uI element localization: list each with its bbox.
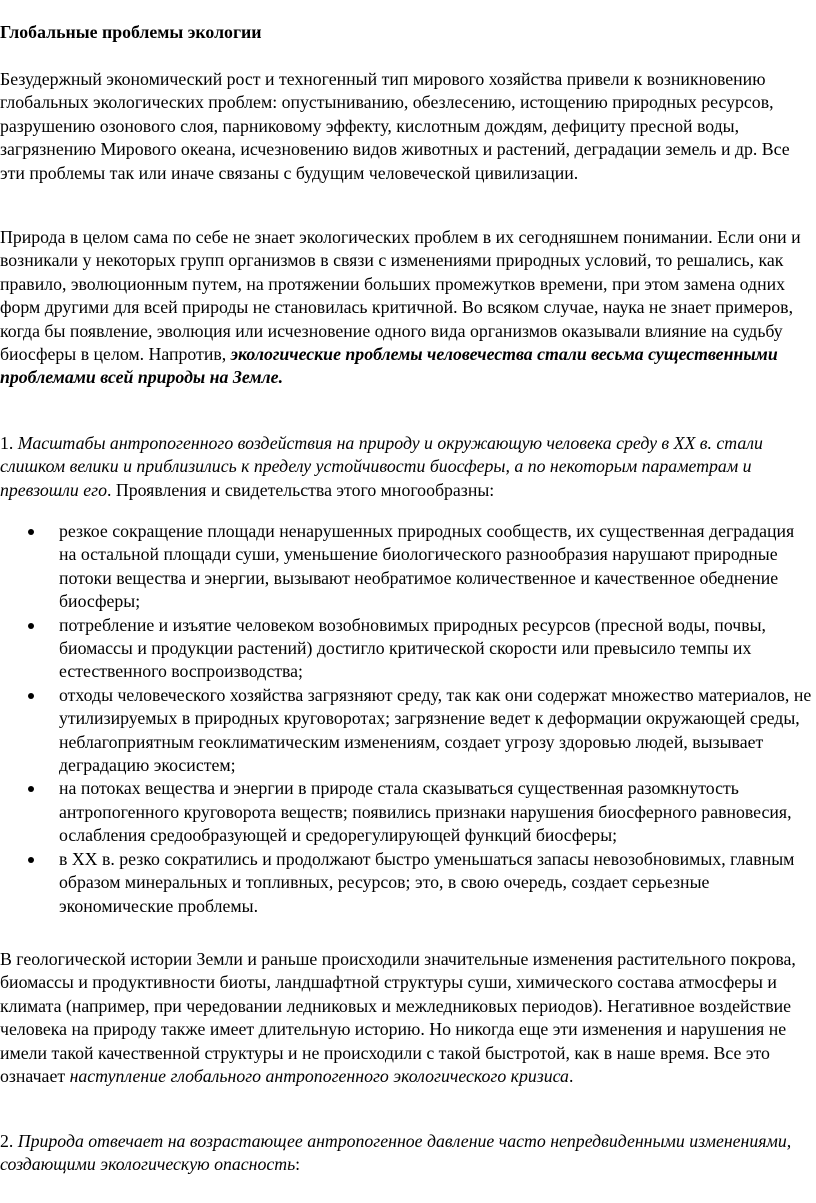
paragraph-geology-text: В геологической истории Земли и раньше происходили значительные изменения растительного покрова, биомассы и продуктивности биоты, ландшафтной структуры суши, химического состава атмосферы и климата (например, при чередовании ледниковых и межледниковых периодов). Негативное воздействие человека на природу также имеет длительную историю. Но никогда еще эти изменения и нарушения не имели такой качественной структуры и не происходили с такой быстротой, как в наше время. Все это означает xyxy=(0,949,796,1087)
list-item xyxy=(0,520,816,614)
list-item-text: на потоках вещества и энергии в природе стала сказываться существенная разомкнутость антропогенного круговорота веществ; появились признаки нарушения биосферного равновесия, ослабления средообразующей и средорегулирующей функций биосферы; xyxy=(59,778,792,846)
point-2-italic: Природа отвечает на возрастающее антропогенное давление часто непредвиденными изменениями, создающими экологическую опасность xyxy=(0,1131,792,1175)
paragraph-nature-emphasis: экологические проблемы человечества стали весьма существенными проблемами всей природы на Земле. xyxy=(0,344,778,388)
point-1-rest: . Проявления и свидетельства этого многообразны: xyxy=(106,479,495,500)
paragraph-point-2 xyxy=(0,1130,816,1177)
paragraph-geology xyxy=(0,948,816,1088)
list-item xyxy=(0,684,816,778)
list-item xyxy=(0,614,816,684)
list-item xyxy=(0,848,816,918)
paragraph-nature xyxy=(0,226,816,390)
point-2-end: : xyxy=(295,1154,301,1175)
bullet-icon xyxy=(28,693,34,699)
paragraph-intro xyxy=(0,68,816,185)
document-title: Глобальные проблемы экологии xyxy=(0,22,262,42)
bullet-icon xyxy=(28,623,34,629)
bullet-icon xyxy=(28,786,34,792)
list-item-text: резкое сокращение площади ненарушенных природных сообществ, их существенная деградация на остальной площади суши, уменьшение биологического разнообразия нарушают природные потоки вещества и энергии, вызывают необратимое количественное и качественное обеднение биосферы; xyxy=(59,521,795,612)
paragraph-point-1 xyxy=(0,432,816,502)
evidence-list xyxy=(0,520,816,918)
list-item-text: отходы человеческого хозяйства загрязняют среду, так как они содержат множество материалов, не утилизируемых в природных круговоротах; загрязнение ведет к деформации окружающей среды, неблагоприятным геоклиматическим изменениям, создает угрозу здоровью людей, вызывает деградацию экосистем; xyxy=(59,684,812,776)
list-item xyxy=(0,777,816,847)
bullet-icon xyxy=(28,857,34,863)
paragraph-geology-end: . xyxy=(568,1066,574,1087)
point-2-number: 2. xyxy=(0,1131,18,1151)
list-item-text: в XX в. резко сократились и продолжают быстро уменьшаться запасы невозобновимых, главным образом минеральных и топливных, ресурсов; это, в свою очередь, создает серьезные экономические проблемы. xyxy=(59,848,795,916)
point-1-italic: Масштабы антропогенного воздействия на природу и окружающую человека среду в XX в. стали слишком велики и приблизились к пределу устойчивости биосферы, а по некоторым параметрам и превзошли его xyxy=(0,433,763,500)
paragraph-intro-text: Безудержный экономический рост и техногенный тип мирового хозяйства привели к возникновению глобальных экологических проблем: опустыниванию, обезлесению, истощению природных ресурсов, разрушению озонового слоя, парниковому эффекту, кислотным дождям, дефициту пресной воды, загрязнению Мирового океана, исчезновению видов животных и растений, деградации земель и др. Все эти проблемы так или иначе связаны с будущим человеческой цивилизации. xyxy=(0,69,790,183)
paragraph-nature-text: Природа в целом сама по себе не знает экологических проблем в их сегодняшнем понимании. Если они и возникали у некоторых групп организмов в связи с изменениями природных условий, то решались, как правило, эволюционным путем, на протяжении больших промежутков времени, при этом замена одних форм другими для всей природы не становилась критичной. Во всяком случае, наука не знает примеров, когда бы появление, эволюция или исчезновение одного вида организмов оказывали влияние на судьбу биосферы в целом. Напротив, xyxy=(0,227,801,365)
bullet-icon xyxy=(28,529,34,535)
point-1-number: 1. xyxy=(0,433,18,453)
list-item-text: потребление и изъятие человеком возобновимых природных ресурсов (пресной воды, почвы, биомассы и продукции растений) достигло критической скорости или превысило темпы их естественного воспроизводства; xyxy=(59,614,766,682)
paragraph-geology-italic: наступление глобального антропогенного экологического кризиса xyxy=(69,1066,569,1087)
